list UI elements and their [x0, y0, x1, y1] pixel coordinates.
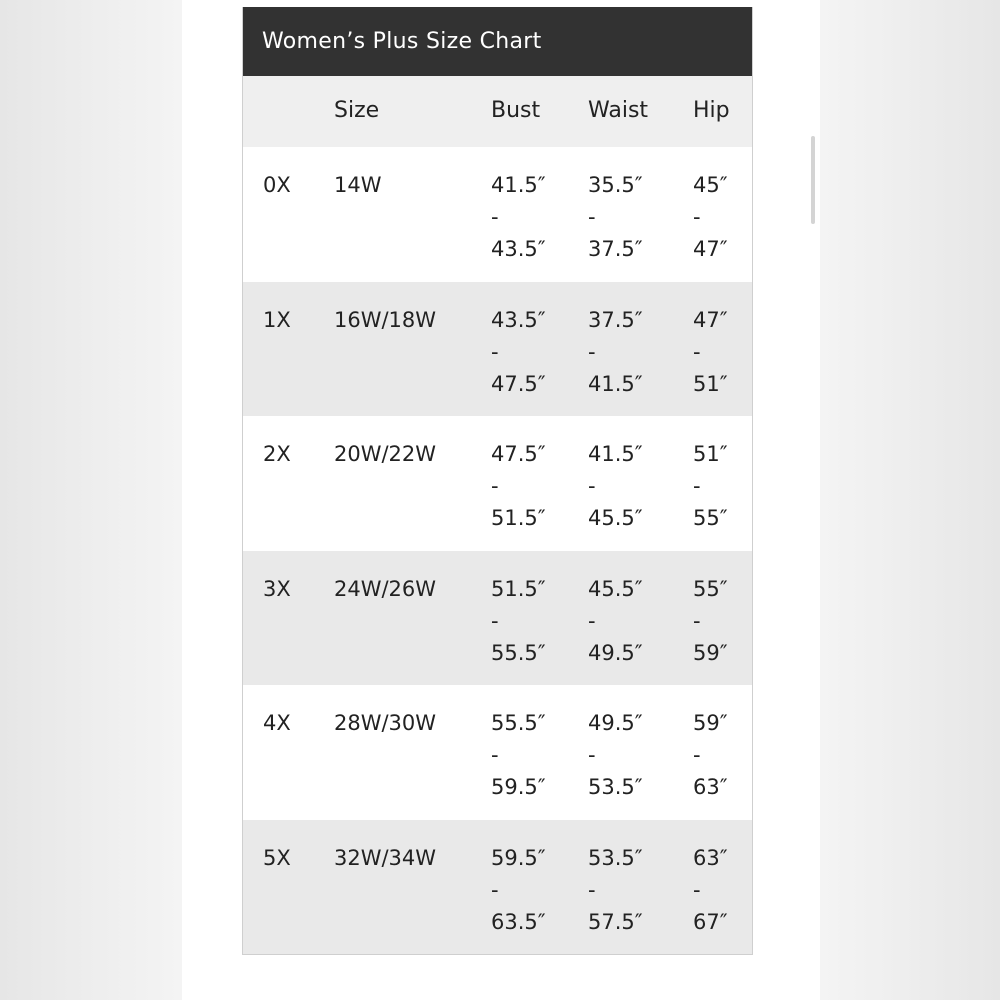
- bust-range: [491, 707, 546, 803]
- bust-range: [491, 573, 546, 669]
- hip-min: 51″: [693, 442, 728, 466]
- bust-max: 55.5″: [491, 640, 546, 665]
- bust-min: 43.5″: [491, 307, 546, 332]
- hip-separator: -: [693, 608, 701, 633]
- bust-max: 59.5″: [491, 775, 546, 799]
- hip-range: [693, 304, 728, 400]
- bust-range: [491, 304, 546, 400]
- waist-separator: -: [588, 608, 596, 633]
- row-size: 20W/22W: [334, 442, 437, 466]
- header-waist: Waist: [588, 98, 649, 123]
- hip-min: 63″: [693, 845, 728, 870]
- bust-min: 55.5″: [491, 711, 546, 735]
- bust-separator: -: [491, 743, 499, 767]
- size-chart-title: Women’s Plus Size Chart: [243, 7, 752, 76]
- row-size: 14W: [334, 173, 382, 197]
- waist-range: [588, 169, 643, 265]
- hip-separator: -: [693, 339, 701, 364]
- waist-range: [588, 707, 643, 803]
- table-row: [243, 416, 752, 551]
- row-label: 1X: [263, 307, 291, 332]
- table-row: [243, 551, 752, 686]
- waist-separator: -: [588, 205, 596, 229]
- size-chart-table: [242, 7, 753, 955]
- header-hip: Hip: [693, 98, 730, 123]
- bust-max: 51.5″: [491, 506, 546, 530]
- row-label: 2X: [263, 442, 291, 466]
- waist-max: 49.5″: [588, 640, 643, 665]
- row-size: 24W/26W: [334, 576, 437, 601]
- waist-range: [588, 304, 643, 400]
- bust-range: [491, 169, 546, 265]
- bust-max: 43.5″: [491, 237, 546, 261]
- waist-min: 45.5″: [588, 576, 643, 601]
- waist-separator: -: [588, 877, 596, 902]
- waist-max: 57.5″: [588, 909, 643, 934]
- hip-separator: -: [693, 743, 701, 767]
- hip-max: 63″: [693, 775, 728, 799]
- row-size: 32W/34W: [334, 845, 437, 870]
- hip-min: 55″: [693, 576, 728, 601]
- hip-max: 55″: [693, 506, 728, 530]
- hip-max: 51″: [693, 371, 728, 396]
- table-row: [243, 685, 752, 820]
- hip-max: 67″: [693, 909, 728, 934]
- bust-min: 59.5″: [491, 845, 546, 870]
- bust-min: 51.5″: [491, 576, 546, 601]
- waist-min: 41.5″: [588, 442, 643, 466]
- row-size: 28W/30W: [334, 711, 437, 735]
- waist-min: 53.5″: [588, 845, 643, 870]
- bust-range: [491, 438, 546, 534]
- bust-min: 47.5″: [491, 442, 546, 466]
- bust-separator: -: [491, 474, 499, 498]
- header-size: Size: [334, 98, 380, 123]
- left-backdrop: [0, 0, 182, 1000]
- waist-separator: -: [588, 743, 596, 767]
- bust-range: [491, 842, 546, 938]
- waist-min: 35.5″: [588, 173, 643, 197]
- table-header-row: [243, 76, 752, 147]
- bust-min: 41.5″: [491, 173, 546, 197]
- hip-range: [693, 707, 728, 803]
- hip-range: [693, 169, 728, 265]
- scrollbar-thumb[interactable]: [811, 136, 815, 224]
- waist-separator: -: [588, 474, 596, 498]
- hip-range: [693, 842, 728, 938]
- row-label: 4X: [263, 711, 291, 735]
- table-row: [243, 282, 752, 417]
- right-backdrop: [820, 0, 1000, 1000]
- table-row: [243, 147, 752, 282]
- hip-min: 47″: [693, 307, 728, 332]
- waist-min: 49.5″: [588, 711, 643, 735]
- bust-separator: -: [491, 339, 499, 364]
- bust-max: 63.5″: [491, 909, 546, 934]
- hip-max: 47″: [693, 237, 728, 261]
- waist-range: [588, 842, 643, 938]
- header-bust: Bust: [491, 98, 541, 123]
- table-row: [243, 820, 752, 955]
- row-label: 3X: [263, 576, 291, 601]
- bust-separator: -: [491, 877, 499, 902]
- waist-min: 37.5″: [588, 307, 643, 332]
- bust-separator: -: [491, 205, 499, 229]
- waist-separator: -: [588, 339, 596, 364]
- bust-separator: -: [491, 608, 499, 633]
- waist-max: 37.5″: [588, 237, 643, 261]
- hip-separator: -: [693, 877, 701, 902]
- hip-min: 45″: [693, 173, 728, 197]
- waist-range: [588, 438, 643, 534]
- hip-separator: -: [693, 474, 701, 498]
- waist-max: 41.5″: [588, 371, 643, 396]
- hip-min: 59″: [693, 711, 728, 735]
- row-label: 5X: [263, 845, 291, 870]
- bust-max: 47.5″: [491, 371, 546, 396]
- hip-range: [693, 573, 728, 669]
- waist-max: 45.5″: [588, 506, 643, 530]
- row-label: 0X: [263, 173, 291, 197]
- hip-max: 59″: [693, 640, 728, 665]
- waist-range: [588, 573, 643, 669]
- row-size: 16W/18W: [334, 307, 437, 332]
- hip-range: [693, 438, 728, 534]
- waist-max: 53.5″: [588, 775, 643, 799]
- hip-separator: -: [693, 205, 701, 229]
